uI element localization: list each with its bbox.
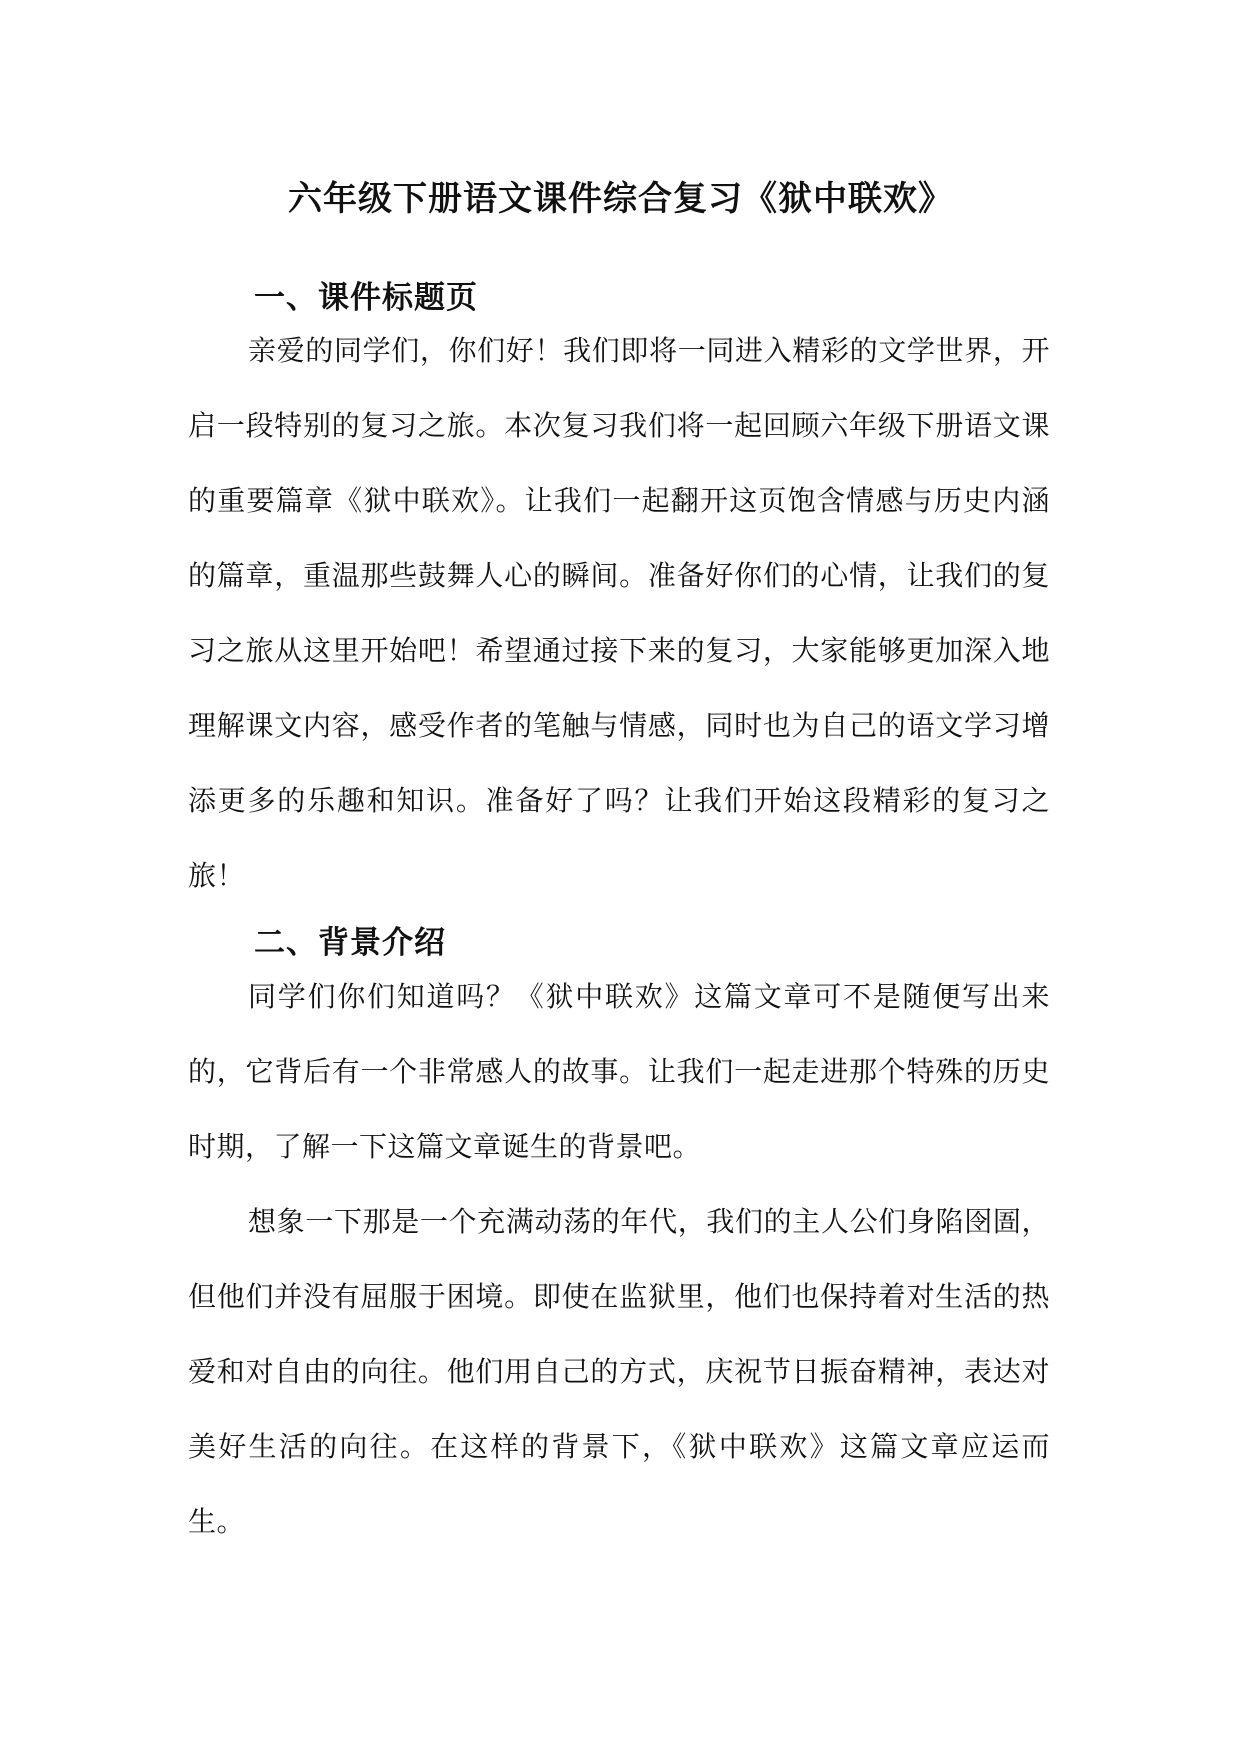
section-paragraph: 想象一下那是一个充满动荡的年代，我们的主人公们身陷囹圄，但他们并没有屈服于困境。即使在监狱里，他们也保持着对生活的热爱和对自由的向往。他们用自己的方式，庆祝节日振奋精神，表达对美好生活的向往。在这样的背景下，《狱中联欢》这篇文章应运而生。	[188, 1205, 1050, 1538]
section-heading-background: 二、背景介绍	[254, 924, 446, 961]
section-paragraph: 同学们你们知道吗？《狱中联欢》这篇文章可不是随便写出来的，它背后有一个非常感人的故事。让我们一起走进那个特殊的历史时期，了解一下这篇文章诞生的背景吧。	[188, 980, 1050, 1163]
document-title: 六年级下册语文课件综合复习《狱中联欢》	[288, 178, 953, 219]
section-heading-title-page: 一、课件标题页	[254, 279, 478, 316]
section-paragraph: 亲爱的同学们，你们好！我们即将一同进入精彩的文学世界，开启一段特别的复习之旅。本次复习我们将一起回顾六年级下册语文课的重要篇章《狱中联欢》。让我们一起翻开这页饱含情感与历史内涵的篇章，重温那些鼓舞人心的瞬间。准备好你们的心情，让我们的复习之旅从这里开始吧！希望通过接下来的复习，大家能够更加深入地理解课文内容，感受作者的笔触与情感，同时也为自己的语文学习增添更多的乐趣和知识。准备好了吗？让我们开始这段精彩的复习之旅！	[188, 334, 1050, 892]
